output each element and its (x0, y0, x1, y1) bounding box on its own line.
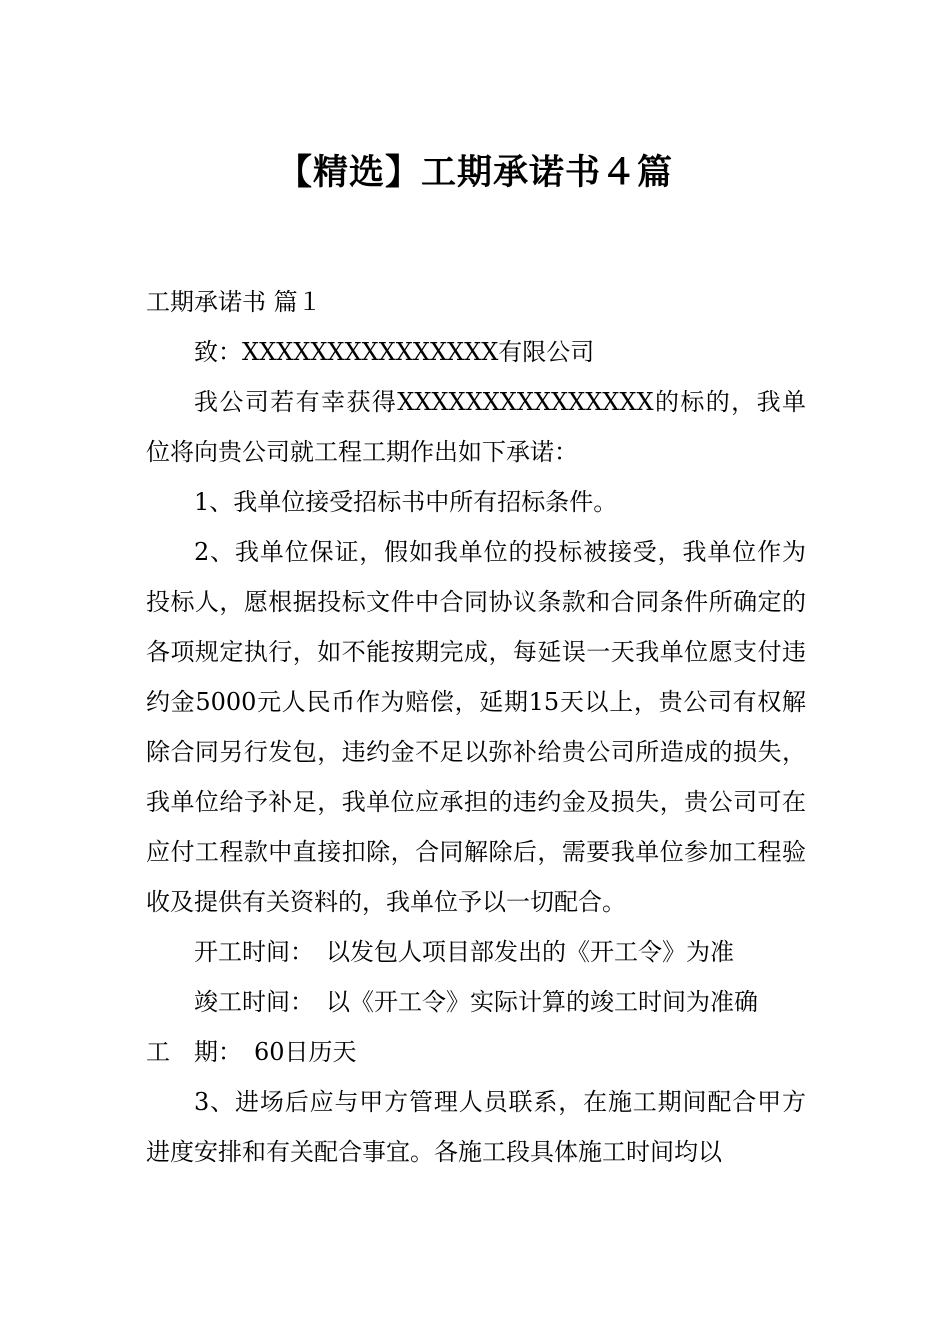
section-heading: 工期承诺书 篇１ (146, 288, 322, 316)
addressee-line: 致：XXXXXXXXXXXXXXX有限公司 (194, 338, 595, 366)
document-body (146, 277, 806, 1177)
clause-2: 2、我单位保证，假如我单位的投标被接受，我单位作为投标人，愿根据投标文件中合同协议条款和合同条件所确定的各项规定执行，如不能按期完成，每延误一天我单位愿支付违约金5000元人民币作为赔偿，延期15天以上，贵公司有权解除合同另行发包，违约金不足以弥补给贵公司所造成的损失，我单位给予补足，我单位应承担的违约金及损失，贵公司可在应付工程款中直接扣除，合同解除后，需要我单位参加工程验收及提供有关资料的，我单位予以一切配合。 (146, 538, 806, 916)
clause-3: 3、进场后应与甲方管理人员联系，在施工期间配合甲方进度安排和有关配合事宜。各施工段具体施工时间均以 (146, 1088, 806, 1166)
intro-paragraph: 我公司若有幸获得XXXXXXXXXXXXXXX的标的，我单位将向贵公司就工程工期作出如下承诺： (146, 388, 806, 466)
document-title: 【精选】工期承诺书４篇 (276, 153, 673, 194)
start-time-line: 开工时间： 以发包人项目部发出的《开工令》为准 (194, 938, 734, 966)
completion-time-line: 竣工时间： 以《开工令》实际计算的竣工时间为准确 (194, 988, 758, 1016)
duration-line: 工 期： 60日历天 (146, 1038, 357, 1066)
clause-1: 1、我单位接受招标书中所有招标条件。 (194, 488, 618, 516)
